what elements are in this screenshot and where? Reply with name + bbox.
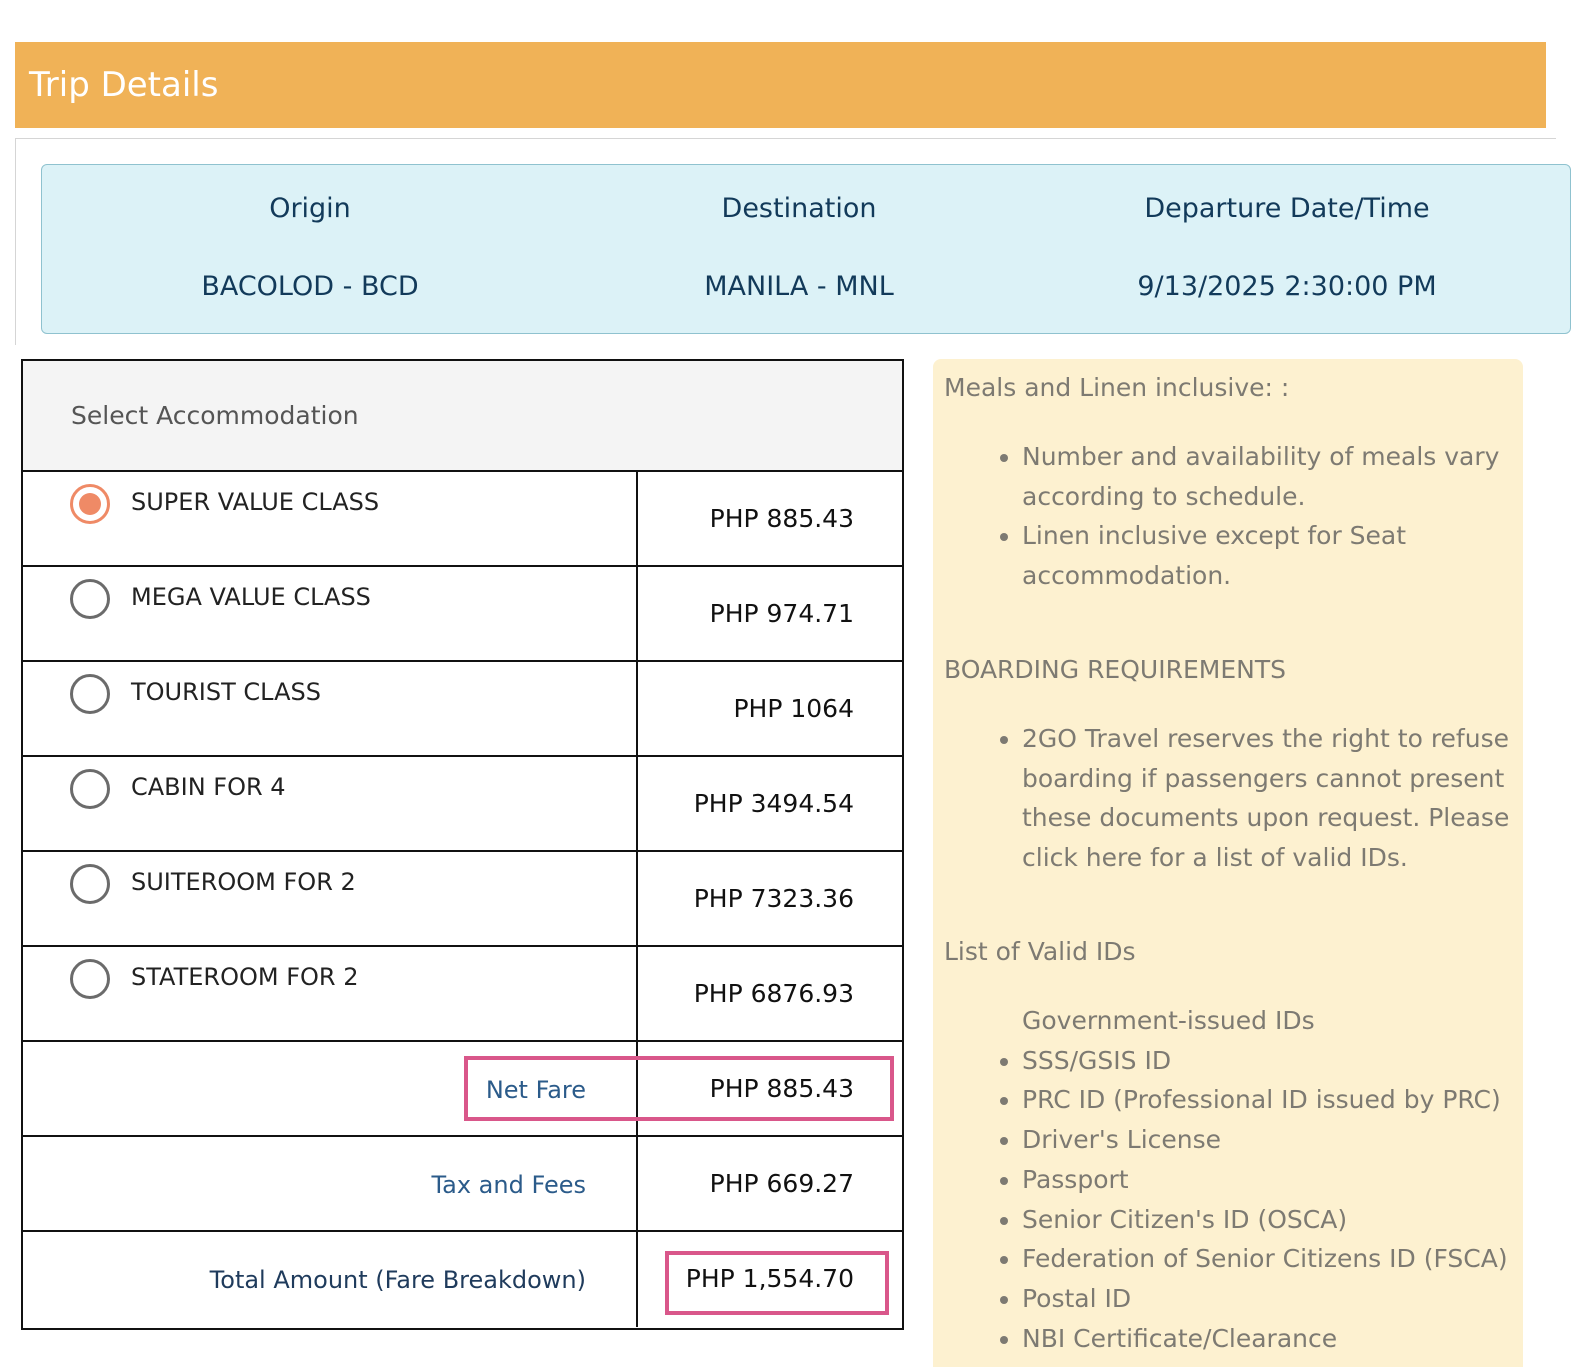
- total-highlight: [665, 1251, 889, 1315]
- radio-tourist[interactable]: [70, 674, 110, 714]
- meals-list: [944, 437, 1522, 596]
- accommodation-row-stateroom-2[interactable]: [23, 947, 902, 1042]
- origin-value: BACOLOD - BCD: [201, 271, 419, 302]
- trip-summary: [41, 164, 1571, 334]
- list-item: • SSS/GSIS ID: [1022, 1041, 1522, 1081]
- class-label: CABIN FOR 4: [131, 773, 286, 801]
- list-item: • Number and availability of meals vary according to schedule.: [1022, 437, 1522, 516]
- tax-value: PHP 669.27: [709, 1169, 854, 1198]
- accommodation-table: [21, 359, 904, 1330]
- list-item: • Passport: [1022, 1160, 1522, 1200]
- boarding-list: [944, 719, 1522, 878]
- list-item: • Federation of Senior Citizens ID (FSCA): [1022, 1239, 1522, 1279]
- list-item: • NBI Certificate/Clearance: [1022, 1319, 1522, 1359]
- net-fare-highlight: [464, 1056, 894, 1121]
- class-price: PHP 6876.93: [693, 979, 854, 1008]
- tax-row: [23, 1137, 902, 1232]
- list-item: • Postal ID: [1022, 1279, 1522, 1319]
- page-title: Trip Details: [29, 65, 219, 105]
- class-price: PHP 885.43: [709, 504, 854, 533]
- list-item: • Linen inclusive except for Seat accommodation.: [1022, 516, 1522, 595]
- ids-list: [944, 1001, 1522, 1358]
- accommodation-header: [23, 361, 902, 472]
- class-label: SUPER VALUE CLASS: [131, 488, 380, 516]
- class-price: PHP 974.71: [709, 599, 854, 628]
- net-fare-value: PHP 885.43: [709, 1074, 854, 1103]
- ids-subheading: Government-issued IDs: [1022, 1006, 1315, 1035]
- radio-suiteroom-2[interactable]: [70, 864, 110, 904]
- accommodation-row-suiteroom-2[interactable]: [23, 852, 902, 947]
- tax-label: Tax and Fees: [431, 1171, 586, 1199]
- radio-stateroom-2[interactable]: [70, 959, 110, 999]
- accommodation-row-tourist[interactable]: [23, 662, 902, 757]
- accommodation-heading: Select Accommodation: [71, 401, 359, 430]
- total-label: Total Amount (Fare Breakdown): [209, 1266, 586, 1294]
- class-label: SUITEROOM FOR 2: [131, 868, 356, 896]
- list-item: • Driver's License: [1022, 1120, 1522, 1160]
- accommodation-row-mega-value[interactable]: [23, 567, 902, 662]
- radio-cabin-4[interactable]: [70, 769, 110, 809]
- class-label: TOURIST CLASS: [131, 678, 321, 706]
- radio-mega-value[interactable]: [70, 579, 110, 619]
- class-label: STATEROOM FOR 2: [131, 963, 359, 991]
- destination-label: Destination: [721, 193, 877, 224]
- list-item: • Senior Citizen's ID (OSCA): [1022, 1200, 1522, 1240]
- class-price: PHP 7323.36: [693, 884, 854, 913]
- class-label: MEGA VALUE CLASS: [131, 583, 371, 611]
- ids-title: List of Valid IDs: [944, 937, 1136, 966]
- departure-label: Departure Date/Time: [1144, 193, 1430, 224]
- list-item: • PRC ID (Professional ID issued by PRC): [1022, 1080, 1522, 1120]
- accommodation-row-cabin-4[interactable]: [23, 757, 902, 852]
- class-price: PHP 1064: [733, 694, 854, 723]
- total-value: PHP 1,554.70: [685, 1264, 854, 1293]
- destination-value: MANILA - MNL: [704, 271, 894, 302]
- accommodation-row-super-value[interactable]: [23, 472, 902, 567]
- class-price: PHP 3494.54: [693, 789, 854, 818]
- boarding-title: BOARDING REQUIREMENTS: [944, 655, 1286, 684]
- meals-title: Meals and Linen inclusive: :: [944, 373, 1290, 402]
- departure-value: 9/13/2025 2:30:00 PM: [1137, 271, 1437, 302]
- net-fare-label: Net Fare: [485, 1076, 586, 1104]
- origin-label: Origin: [269, 193, 351, 224]
- info-panel: [933, 359, 1523, 1367]
- radio-super-value[interactable]: [70, 484, 110, 524]
- page-header: [15, 42, 1546, 128]
- list-item: • 2GO Travel reserves the right to refuse boarding if passengers cannot present these documents upon request. Please click here for a list of valid IDs.: [1022, 719, 1522, 878]
